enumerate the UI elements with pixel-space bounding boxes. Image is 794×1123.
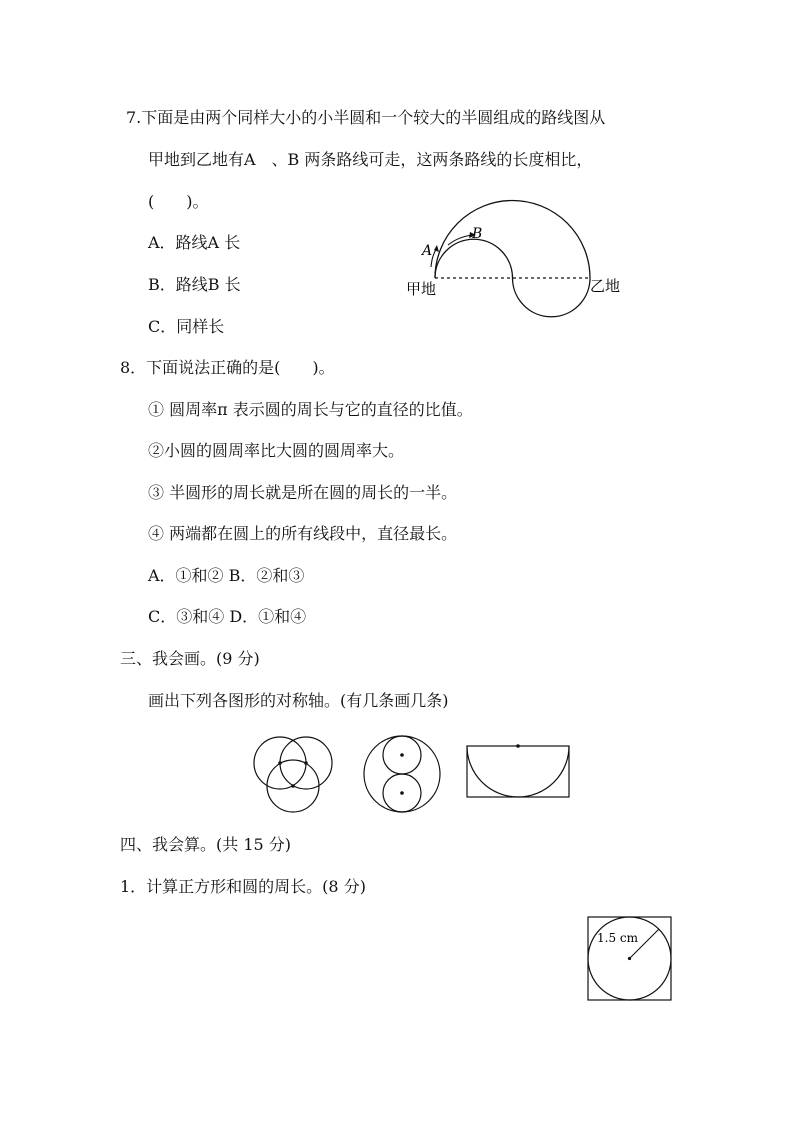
- rectangle-semicircle-figure: [465, 742, 571, 800]
- q8-statement-2: ②小圆的圆周率比大圆的圆周率大。: [148, 441, 405, 460]
- small-semicircle-lower: [513, 278, 591, 317]
- q8-statement-1: ① 圆周率π 表示圆的周长与它的直径的比值。: [148, 400, 473, 419]
- q7-answer-blank: ( )。: [148, 192, 209, 211]
- q8-stem: 8．下面说法正确的是( )。: [120, 358, 335, 377]
- section4-heading: 四、我会算。(共 15 分): [120, 835, 292, 854]
- route-b-label: B: [472, 226, 483, 242]
- radius-label: 1.5 cm: [597, 931, 638, 945]
- q8-statement-3: ③ 半圆形的周长就是所在圆的周长的一半。: [148, 483, 458, 502]
- section3-heading: 三、我会画。(9 分): [120, 649, 260, 668]
- q7-option-a: A．路线A 长: [148, 233, 241, 252]
- q8-options-row1: A．①和② B．②和③: [148, 566, 305, 585]
- route-a-label: A: [422, 243, 433, 259]
- section3-instruction: 画出下列各图形的对称轴。(有几条画几条): [148, 691, 449, 710]
- end-label: 乙地: [590, 277, 621, 295]
- q7-option-b: B．路线B 长: [148, 275, 241, 294]
- section4-q1: 1．计算正方形和圆的周长。(8 分): [120, 877, 366, 896]
- q7-option-c: C．同样长: [148, 317, 225, 336]
- three-circles-figure: [248, 730, 348, 820]
- q7-line2: 甲地到乙地有A 、B 两条路线可走，这两条路线的长度相比，: [148, 150, 593, 169]
- q8-options-row2: C．③和④ D．①和④: [148, 607, 307, 626]
- small-semicircle-upper: [435, 239, 513, 278]
- q7-line1: 7.下面是由两个同样大小的小半圆和一个较大的半圆组成的路线图从: [126, 108, 606, 127]
- q8-statement-4: ④ 两端都在圆上的所有线段中，直径最长。: [148, 524, 458, 543]
- nested-circles-figure: [360, 734, 444, 814]
- route-diagram: [400, 195, 630, 330]
- square-circle-figure: [585, 914, 675, 1004]
- start-label: 甲地: [406, 280, 437, 298]
